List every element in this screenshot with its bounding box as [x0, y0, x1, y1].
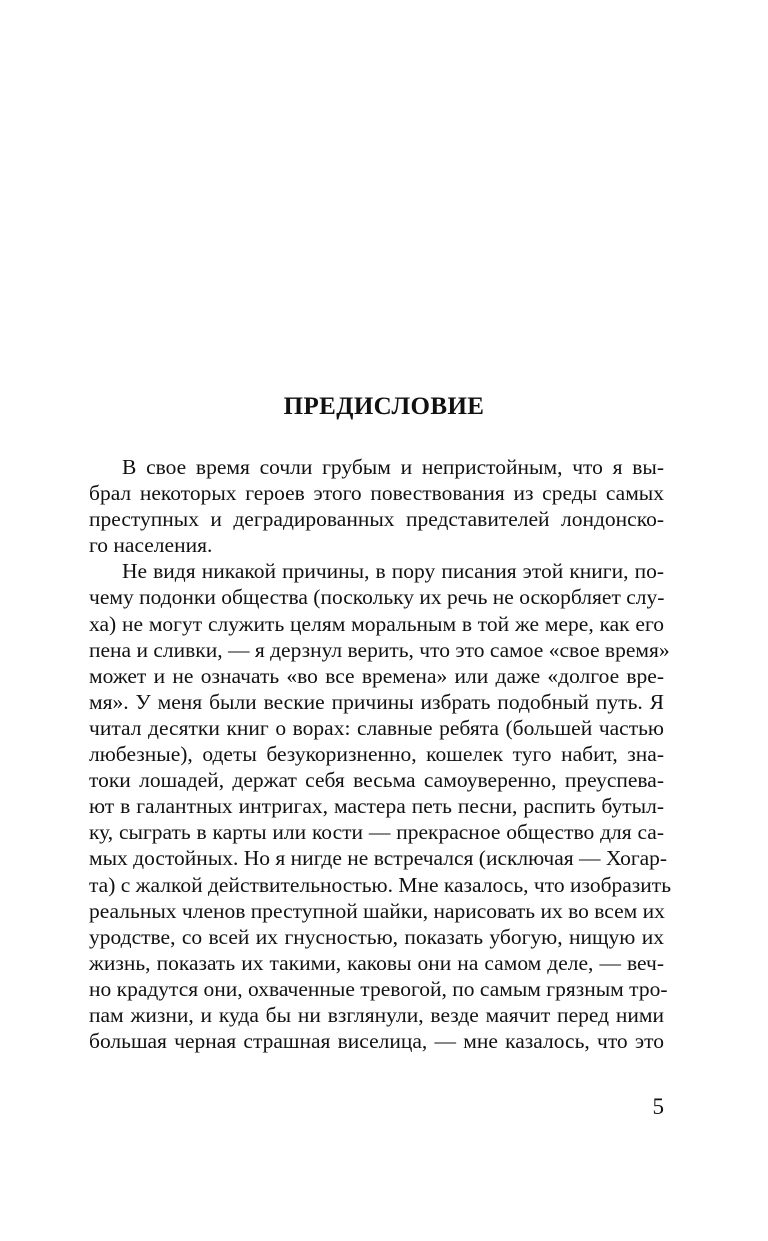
text-line: ют в галантных интригах, мастера петь песни, распить бутыл-: [89, 794, 664, 819]
chapter-body: [89, 454, 672, 1054]
text-line: читал десятки книг о ворах: славные ребята (большей частью: [89, 715, 664, 740]
chapter-title: ПРЕДИСЛОВИЕ: [283, 393, 485, 420]
text-line: но крадутся они, охваченные тревогой, по самым грязным тро-: [89, 976, 668, 1001]
text-line: В свое время сочли грубым и непристойным, что я вы-: [122, 455, 664, 479]
text-line: любезные), одеты безукоризненно, кошелек туго набит, зна-: [89, 742, 664, 767]
text-line: го населения.: [89, 533, 213, 558]
text-line: ку, сыграть в карты или кости — прекрасное общество для са-: [89, 820, 664, 845]
text-line: брал некоторых героев этого повествования из среды самых: [89, 481, 664, 506]
text-line: токи лошадей, держат себя весьма самоуверенно, преуспева-: [89, 768, 664, 793]
text-line: преступных и деградированных представителей лондонско-: [89, 507, 664, 532]
text-line: может и не означать «во все времена» или даже «долгое вре-: [89, 663, 664, 688]
text-line: пена и сливки, — я дерзнул верить, что это самое «свое время»: [89, 637, 670, 662]
text-line: Не видя никакой причины, в пору писания этой книги, по-: [122, 559, 664, 584]
text-line: большая черная страшная виселица, — мне казалось, что это: [89, 1029, 664, 1054]
page-number: 5: [652, 1094, 664, 1119]
text-line: та) с жалкой действительностью. Мне казалось, что изобразить: [89, 872, 672, 897]
text-line: уродстве, со всей их гнусностью, показать убогую, нищую их: [89, 924, 664, 949]
text-line: ха) не могут служить целям моральным в той же мере, как его: [89, 611, 664, 636]
text-line: жизнь, показать их такими, каковы они на самом деле, — веч-: [89, 950, 664, 975]
text-line: мя». У меня были веские причины избрать подобный путь. Я: [89, 689, 664, 714]
text-line: мых достойных. Но я нигде не встречался (исключая — Хогар-: [89, 846, 668, 871]
text-line: реальных членов преступной шайки, нарисовать их во всем их: [89, 898, 665, 923]
text-line: пам жизни, и куда бы ни взглянули, везде маячит перед ними: [89, 1002, 664, 1027]
text-line: чему подонки общества (поскольку их речь не оскорбляет слу-: [89, 585, 665, 610]
